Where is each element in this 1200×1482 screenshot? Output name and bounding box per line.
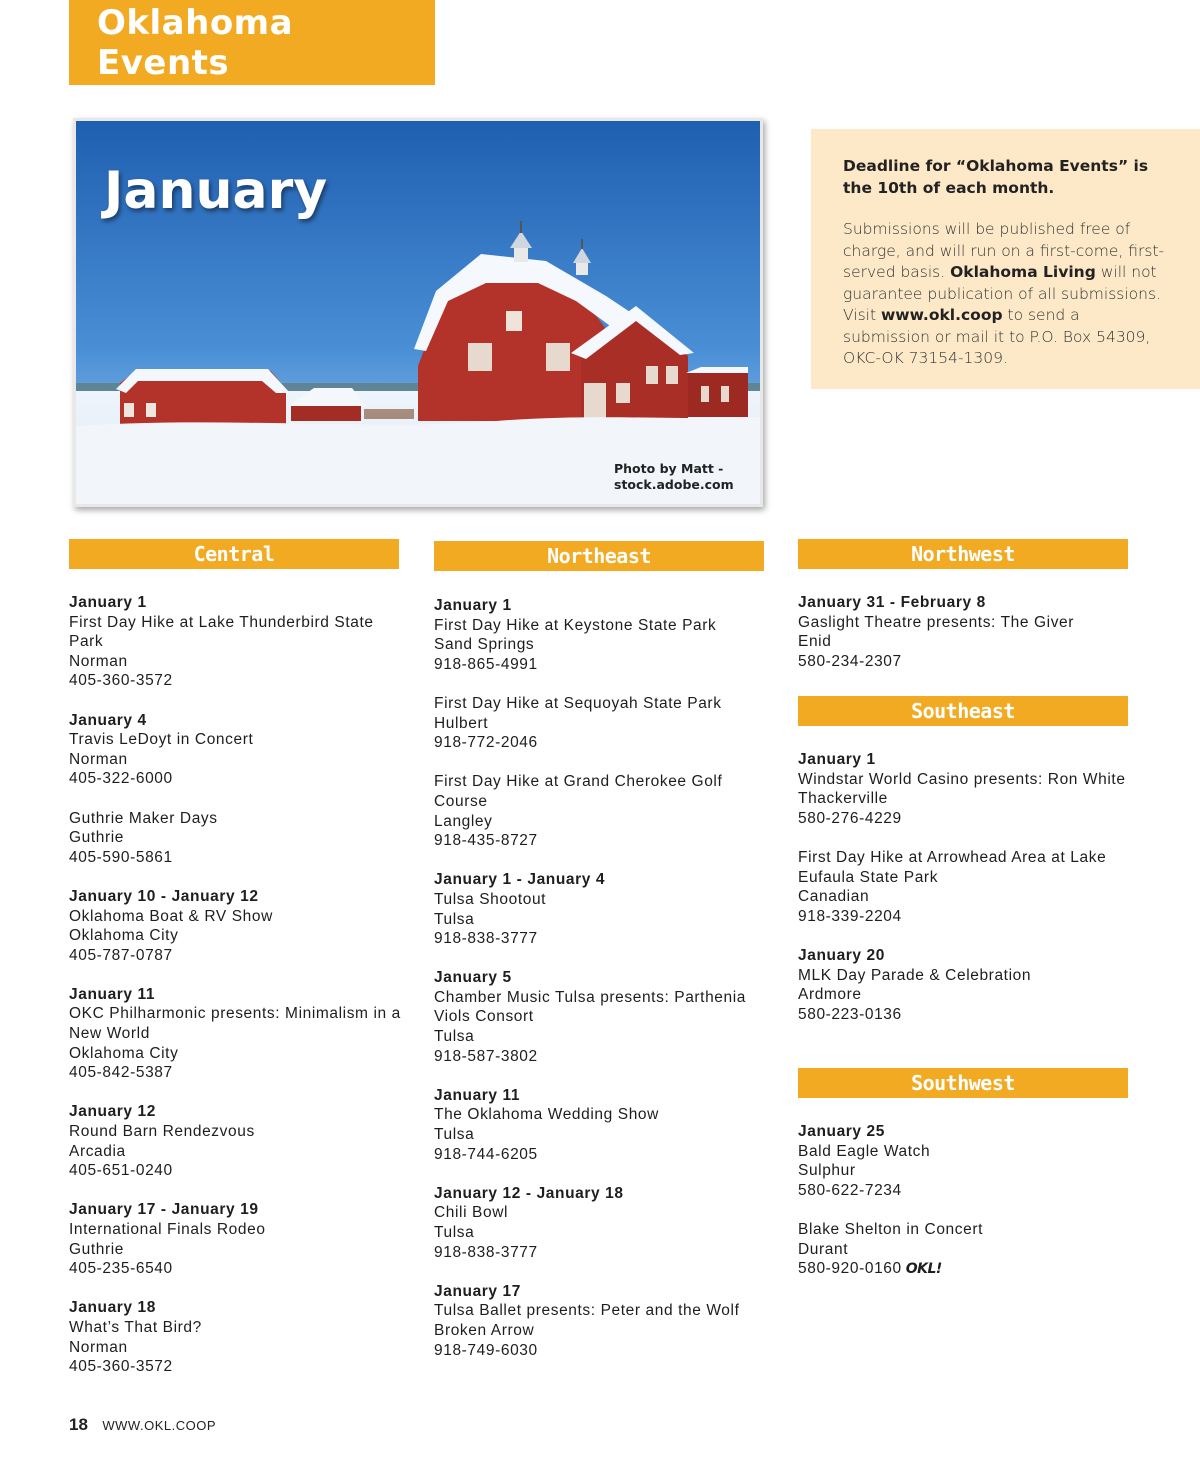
region-header-southeast: Southeast [798,696,1128,726]
event-date: January 20 [798,946,885,964]
hero-photo [73,118,763,507]
event-phone: 580-920-0160 [798,1260,902,1278]
event-item [798,1122,1138,1200]
event-city: Tulsa [434,910,475,928]
event-city: Tulsa [434,1028,475,1046]
northwest-events-list [798,593,1138,691]
event-item [69,1102,409,1180]
northeast-events-list [434,596,774,1380]
event-phone: 918-865-4991 [434,655,538,673]
event-item [69,1200,409,1278]
event-title: Gaslight Theatre presents: The Giver [798,613,1075,631]
deadline-text-1: Submissions will be published free of charge, and will run on a first-come, first-served basis. [843,220,1165,281]
event-item [69,809,409,868]
event-city: Canadian [798,888,870,906]
photo-credit-line1: Photo by Matt - [614,461,724,476]
event-date: January 10 - January 12 [69,887,259,905]
deadline-brand: Oklahoma Living [950,263,1096,281]
event-phone-row [69,769,409,789]
southwest-events-list [798,1122,1138,1299]
deadline-body [843,219,1170,370]
event-phone-row [434,1145,774,1165]
event-city: Norman [69,652,128,670]
page-title: Oklahoma Events [97,2,294,83]
event-phone-row [798,1259,1138,1280]
event-city: Langley [434,812,493,830]
deadline-info-box [811,129,1200,389]
event-phone-row [69,1357,409,1377]
event-phone: 580-234-2307 [798,652,902,670]
event-title: Bald Eagle Watch [798,1142,931,1160]
deadline-text-2: will not guarantee publication of all submissions. Visit [843,263,1161,324]
event-date: January 18 [69,1299,156,1317]
event-phone: 405-235-6540 [69,1260,173,1278]
event-city: Enid [798,633,832,651]
event-title: International Finals Rodeo [69,1221,266,1238]
event-city: Tulsa [434,1224,475,1241]
region-header-northwest: Northwest [798,539,1128,569]
event-phone: 918-772-2046 [434,734,538,752]
event-phone: 918-838-3777 [434,930,538,948]
event-title-cont: Park [69,633,104,651]
event-item [798,1220,1138,1280]
event-phone: 405-360-3572 [69,1358,173,1376]
event-phone: 405-322-6000 [69,770,173,788]
event-title: Windstar World Casino presents: Ron White [798,770,1126,788]
deadline-url-link[interactable]: www.okl.coop [880,306,1003,324]
event-phone-row [434,733,774,753]
event-date: January 1 - January 4 [434,871,606,889]
event-phone: 918-435-8727 [434,832,538,850]
event-phone: 918-339-2204 [798,907,902,925]
event-item [69,593,409,691]
event-city: Sulphur [798,1162,856,1180]
event-phone: 580-276-4229 [798,809,902,827]
event-title: First Day Hike at Lake Thunderbird State [69,613,374,631]
event-phone: 405-651-0240 [69,1162,173,1180]
region-header-northeast: Northeast [434,541,764,571]
event-date: January 11 [434,1086,521,1104]
event-date: January 25 [798,1123,885,1140]
event-city: Durant [798,1240,849,1258]
event-city: Thackerville [798,790,888,808]
event-item [69,1298,409,1376]
event-phone: 405-590-5861 [69,848,173,866]
event-item [798,946,1138,1024]
event-title-cont: New World [69,1025,150,1043]
event-city: Ardmore [798,986,862,1004]
event-city: Arcadia [69,1142,126,1160]
okl-end-logo: OKL! [905,1261,942,1278]
event-phone-row [798,1005,1138,1025]
event-date: January 1 [434,597,512,614]
event-phone-row [69,671,409,691]
event-phone: 580-622-7234 [798,1181,902,1199]
event-title-cont: Eufaula State Park [798,868,939,886]
event-title: Chili Bowl [434,1204,509,1222]
hero-month-label: January [104,161,328,221]
event-item [434,694,774,753]
event-date: January 4 [69,711,147,729]
event-phone: 918-838-3777 [434,1243,538,1261]
event-phone-row [798,652,1138,672]
event-phone-row [69,848,409,868]
southeast-events-list [798,750,1138,1044]
event-date: January 17 - January 19 [69,1201,259,1219]
event-title: OKC Philharmonic presents: Minimalism in a [69,1005,401,1023]
event-city: Broken Arrow [434,1321,535,1339]
event-city: Hulbert [434,714,489,732]
event-phone-row [798,907,1138,927]
event-city: Guthrie [69,1240,125,1258]
event-date: January 17 [434,1282,521,1300]
event-title: First Day Hike at Grand Cherokee Golf Course [434,773,723,810]
event-item [434,1282,774,1360]
event-city: Sand Springs [434,636,535,654]
event-phone-row [69,1259,409,1279]
region-header-central: Central [69,539,399,569]
event-date: January 12 - January 18 [434,1184,624,1202]
event-title: Tulsa Shootout [434,890,547,908]
event-date: January 12 [69,1103,156,1121]
event-phone: 580-223-0136 [798,1005,902,1023]
event-phone: 405-842-5387 [69,1064,173,1082]
deadline-lead: Deadline for “Oklahoma Events” is the 10th of each month. [843,157,1149,197]
event-item [69,711,409,789]
event-item [434,1184,774,1262]
event-title-cont: Viols Consort [434,1008,534,1026]
event-phone-row [798,1181,1138,1201]
event-city: Norman [69,750,128,768]
page-footer [69,1415,216,1435]
event-title: Guthrie Maker Days [69,809,218,827]
event-title: The Oklahoma Wedding Show [434,1106,659,1124]
event-item [798,750,1138,828]
event-item [434,968,774,1066]
event-title: First Day Hike at Keystone State Park [434,616,717,634]
event-item [69,887,409,965]
event-phone-row [434,1341,774,1361]
event-phone-row [69,1063,409,1083]
event-date: January 11 [69,985,156,1003]
page-header-bar [69,0,435,85]
event-phone-row [69,1161,409,1181]
event-title: MLK Day Parade & Celebration [798,966,1032,984]
event-phone-row [434,831,774,851]
event-phone: 405-360-3572 [69,672,173,690]
event-phone-row [434,929,774,949]
event-item [69,985,409,1083]
event-title: First Day Hike at Sequoyah State Park [434,694,722,712]
event-title: Blake Shelton in Concert [798,1220,983,1238]
event-item [434,1086,774,1164]
event-city: Oklahoma City [69,927,179,945]
event-city: Tulsa [434,1126,475,1144]
event-date: January 1 [69,594,147,611]
event-title: Chamber Music Tulsa presents: Parthenia [434,988,747,1006]
photo-credit [614,461,734,493]
event-item [798,593,1138,671]
event-title: Round Barn Rendezvous [69,1123,255,1141]
event-phone: 918-744-6205 [434,1145,538,1163]
page-number: 18 [69,1415,88,1434]
event-item [434,772,774,850]
central-events-list [69,593,409,1396]
event-phone: 918-587-3802 [434,1047,538,1065]
footer-site-link[interactable]: WWW.OKL.COOP [102,1418,216,1433]
event-phone-row [434,1243,774,1263]
event-title: First Day Hike at Arrowhead Area at Lake [798,848,1107,866]
photo-credit-line2: stock.adobe.com [614,477,734,492]
event-phone: 405-787-0787 [69,946,173,964]
event-title: What’s That Bird? [69,1318,202,1336]
region-header-southwest: Southwest [798,1068,1128,1098]
event-phone-row [798,809,1138,829]
event-item [434,870,774,948]
deadline-text-3: to send a submission or mail it to P.O. Box 54309, OKC-OK 73154-1309. [843,306,1151,367]
event-phone-row [434,1047,774,1067]
event-item [798,848,1138,926]
event-title: Travis LeDoyt in Concert [69,731,254,749]
event-city: Oklahoma City [69,1044,179,1062]
event-phone-row [434,655,774,675]
event-phone: 918-749-6030 [434,1341,538,1359]
event-item [434,596,774,674]
event-city: Norman [69,1338,128,1356]
event-title: Tulsa Ballet presents: Peter and the Wolf [434,1302,740,1320]
event-title: Oklahoma Boat & RV Show [69,907,273,925]
event-phone-row [69,946,409,966]
event-date: January 31 - February 8 [798,594,986,611]
event-city: Guthrie [69,829,125,847]
event-date: January 1 [798,751,876,768]
event-date: January 5 [434,969,512,987]
